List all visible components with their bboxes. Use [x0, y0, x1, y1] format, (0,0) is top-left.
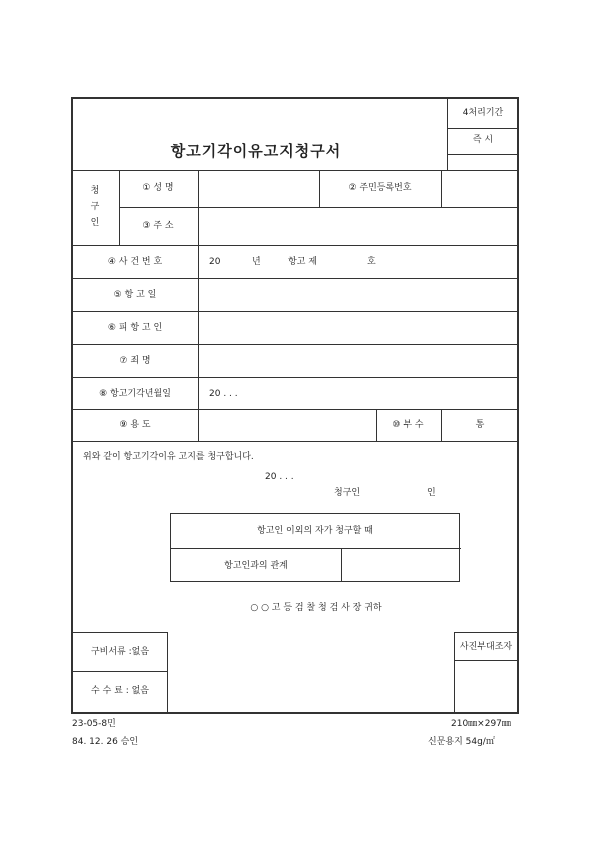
case-no-label: ④ 사 건 번 호 [107, 257, 163, 267]
copies-label: ⑩ 부 수 [392, 420, 424, 430]
signer-label: 청구인 [334, 488, 361, 498]
appeal-date-label: ⑤ 항 고 일 [113, 290, 157, 300]
form-title: 항고기각이유고지청구서 [170, 142, 342, 160]
footer-mid-line [71, 671, 168, 672]
rrn-field[interactable] [442, 171, 516, 206]
applicant-group-label-1: 청 [90, 186, 100, 196]
paper-type: 신문용지 54g/㎡ [428, 737, 495, 747]
relation-label: 항고인과의 관계 [224, 561, 288, 571]
charge-field[interactable] [199, 345, 516, 376]
name-field[interactable] [199, 171, 318, 206]
appeal-date-field[interactable] [199, 279, 516, 310]
name-label: ① 성 명 [142, 183, 174, 193]
applicant-bottom-line [71, 245, 517, 246]
addressee: ○ ○ 고 등 검 찰 청 검 사 장 귀하 [250, 603, 382, 613]
photo-top-line [454, 632, 517, 633]
charge-label: ⑦ 죄 명 [119, 356, 151, 366]
approval-date: 84. 12. 26 승인 [72, 737, 139, 747]
copies-left-divider [376, 409, 377, 441]
case-no-prefix: 항고 제 [288, 257, 317, 267]
row-line-4 [71, 377, 517, 378]
paper-size: 210㎜×297㎜ [451, 719, 511, 729]
applicant-group-label-2: 구 [90, 202, 100, 212]
row-line-6 [71, 441, 517, 442]
frame-top [71, 97, 519, 99]
address-field[interactable] [199, 208, 516, 244]
dismissal-date-label: ⑧ 항고기각년월일 [99, 389, 171, 399]
frame-bottom [71, 712, 519, 714]
third-party-header: 항고인 이외의 자가 청구할 때 [257, 526, 373, 536]
applicant-group-label-3: 인 [90, 218, 100, 228]
copies-unit: 통 [475, 420, 485, 430]
relation-field[interactable] [342, 549, 459, 580]
statement-date: 20 . . . [265, 472, 294, 482]
period-box-left [447, 98, 448, 170]
case-no-year: 20 [209, 257, 221, 267]
purpose-label: ⑨ 용 도 [119, 420, 151, 430]
rrn-label: ② 주민등록번호 [348, 183, 412, 193]
address-label: ③ 주 소 [142, 221, 174, 231]
period-divider-1 [447, 128, 517, 129]
documents-label: 구비서류 :없음 [90, 647, 150, 657]
frame-right [517, 97, 519, 714]
processing-period-value: 즉 시 [472, 135, 494, 145]
dismissal-date-value: 20 . . . [209, 389, 238, 399]
respondent-label: ⑥ 피 항 고 인 [107, 323, 163, 333]
copies-right-divider [441, 409, 442, 441]
photo-left-divider [454, 632, 455, 712]
photo-mid-line [454, 660, 517, 661]
photo-label: 사진부대조자 [459, 642, 513, 652]
statement-text: 위와 같이 항고기각이유 고지를 청구합니다. [83, 452, 254, 462]
seal-label: 인 [427, 488, 436, 498]
case-no-year-unit: 년 [252, 257, 261, 267]
processing-period-label: 4처리기간 [462, 108, 504, 118]
footer-left-divider [167, 632, 168, 712]
respondent-field[interactable] [199, 312, 516, 343]
form-code: 23-05-8민 [72, 719, 116, 729]
rrn-left-divider [319, 170, 320, 207]
frame-left [71, 97, 73, 714]
footer-top-line [71, 632, 168, 633]
period-divider-2 [447, 154, 517, 155]
purpose-field[interactable] [199, 410, 375, 440]
case-no-suffix: 호 [367, 257, 376, 267]
fee-label: 수 수 료 : 없음 [91, 686, 149, 696]
